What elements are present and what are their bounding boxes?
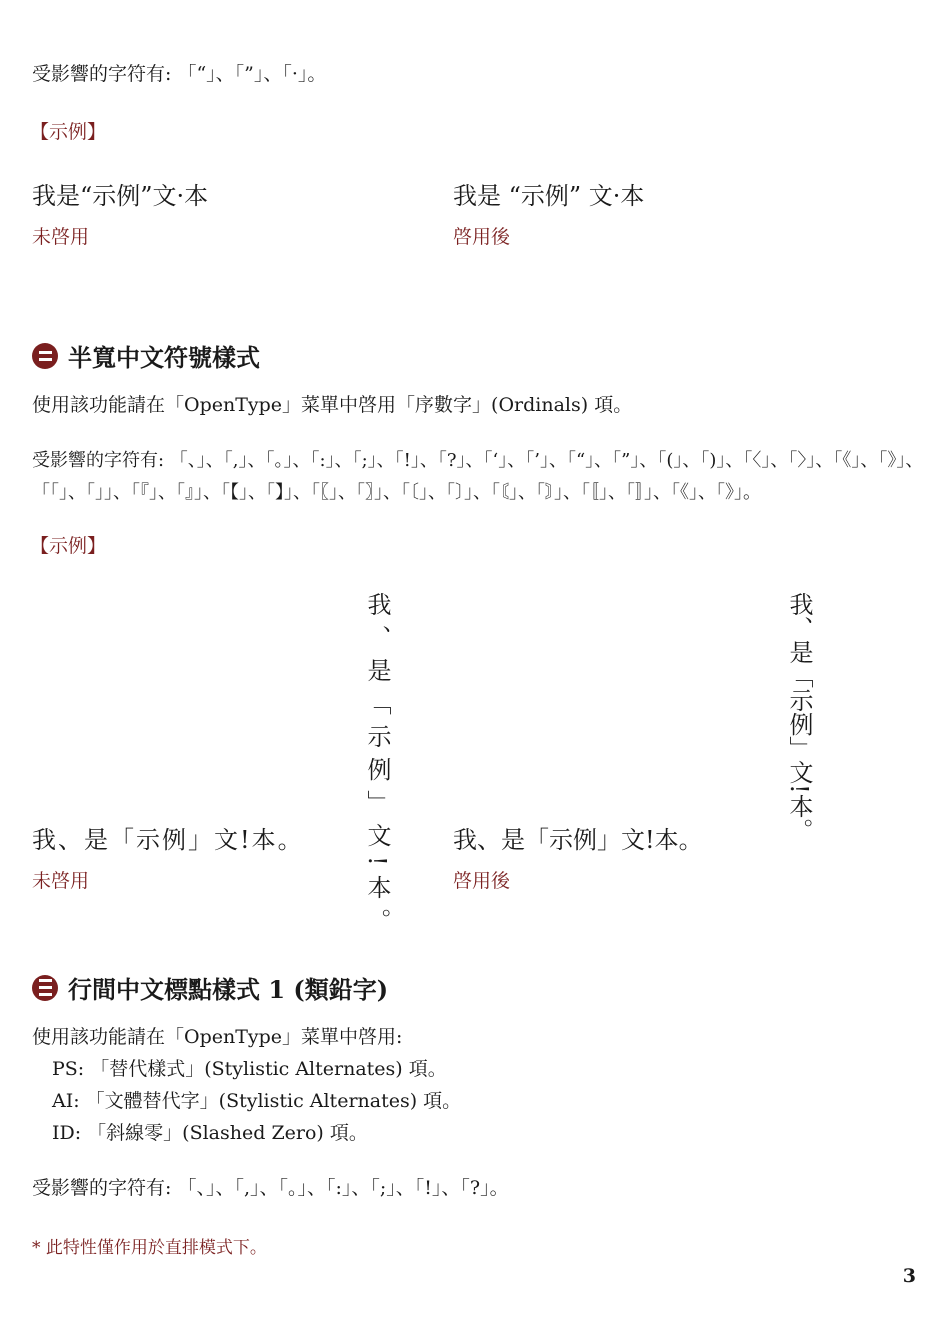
vertical-sample-before: 我、是「示例」文!本。 <box>363 592 391 941</box>
section2-affected-line1: 受影響的字符有: 「、」、「,」、「。」、「:」、「;」、「!」、「?」、「‘」、「’」、「“」、「”」、「(」、「)」、「〈」、「〉」、「《」、「》」、 <box>32 450 924 471</box>
sample-before-top: 我是“示例”文·本 <box>32 182 209 210</box>
caption-after-section2: 啓用後 <box>453 870 511 892</box>
section2-usage: 使用該功能請在「OpenType」菜單中啓用「序數字」(Ordinals) 項。 <box>32 394 633 416</box>
example-label-section2: 【示例】 <box>30 535 107 557</box>
horizontal-sample-before: 我、是「示例」文!本。 <box>32 826 304 854</box>
section2-heading <box>32 338 260 373</box>
section3-heading <box>32 970 388 1005</box>
vertical-sample-after: 我、是「示例」文!本。 <box>785 592 813 842</box>
sample-after-top: 我是 “示例” 文·本 <box>453 182 645 210</box>
section2-affected-line2: 「「」、「」」、「『」、「』」、「【」、「】」、「〖」、「〗」、「〔」、「〕」、「〘」、「〙」、「〚」、「〛」、「《」、「》」。 <box>32 482 761 503</box>
section2-number-badge <box>32 343 58 369</box>
page-number: 3 <box>902 1265 916 1287</box>
horizontal-sample-after: 我、是「示例」文!本。 <box>453 826 703 854</box>
section3-title: 行間中文標點樣式 1 (類鉛字) <box>68 975 389 1004</box>
section3-usage: 使用該功能請在「OpenType」菜單中啓用: <box>32 1026 403 1048</box>
example-label-top: 【示例】 <box>30 121 107 143</box>
section3-note: * 此特性僅作用於直排模式下。 <box>32 1238 267 1258</box>
section3-ai-line: AI: 「文體替代字」(Stylistic Alternates) 項。 <box>52 1090 462 1112</box>
section3-ps-line: PS: 「替代樣式」(Stylistic Alternates) 項。 <box>52 1058 447 1080</box>
section3-affected-chars: 受影響的字符有: 「、」、「,」、「。」、「:」、「;」、「!」、「?」。 <box>32 1177 509 1199</box>
section2-title: 半寬中文符號樣式 <box>68 343 260 372</box>
caption-before-section2: 未啓用 <box>32 870 90 892</box>
caption-before-top: 未啓用 <box>32 226 90 248</box>
section3-number-badge <box>32 975 58 1001</box>
affected-chars-top: 受影響的字符有: 「“」、「”」、「·」。 <box>32 63 327 85</box>
section3-id-line: ID: 「斜線零」(Slashed Zero) 項。 <box>52 1122 368 1144</box>
caption-after-top: 啓用後 <box>453 226 511 248</box>
